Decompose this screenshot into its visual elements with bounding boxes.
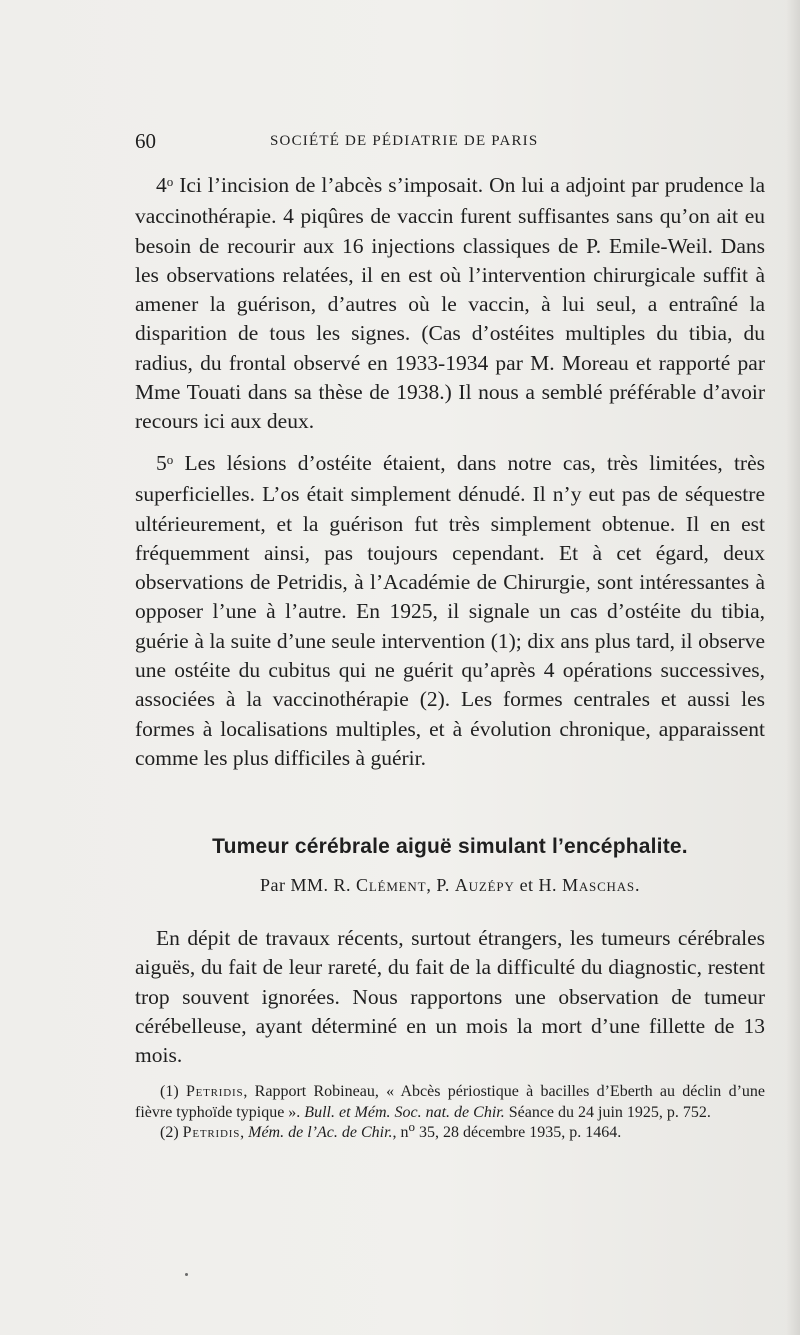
paragraph-point-5 [135,449,765,773]
print-speck [185,1273,188,1276]
page-edge-shadow [786,0,800,1335]
author-name: Maschas [562,875,635,895]
footnote-text: 35, 28 décembre 1935, p. 1464. [415,1124,622,1142]
footnote-journal: Mém. de l’Ac. de Chir. [248,1124,393,1142]
footnote-number: (1) [160,1083,186,1100]
footnote-author: Petridis [185,1083,244,1100]
paragraph-point-4 [135,171,765,437]
footnote-1 [135,1082,765,1123]
author-name: Clément [356,875,427,895]
authors-separator: et H. [514,875,563,895]
footnote-number: (2) [160,1124,183,1142]
paragraph-text: Ici l’incision de l’abcès s’imposait. On lui a adjoint par prudence la vaccinothérapie. 4 piqûres de vaccin furent suffisantes sans qu’on ait eu besoin de recourir aux 16 injections classiques de P. Emile-Weil. Dans les observations relatées, il en est où l’intervention chirurgicale suffit à amener la guérison, d’autres où le vaccin, à lui seul, a entraîné la disparition de tous les signes. (Cas d’ostéites multiples du tibia, du radius, du frontal observé en 1933-1934 par M. Moreau et rapporté par Mme Touati dans sa thèse de 1938.) Il nous a semblé préférable d’avoir recours ici aux deux. [135,173,765,434]
point-number: 4 [156,173,167,197]
ordinal-superscript: o [408,1119,416,1135]
authors-separator: , P. [426,875,455,895]
section-title: Tumeur cérébrale aiguë simulant l’encéphalite. [212,835,688,858]
point-number: 5 [156,451,167,475]
footnote-text: , Rapport Robineau, « Abcès périostique à bacilles d’Eberth au déclin d’une fièvre typhoïde typique ». [135,1083,766,1121]
section-intro-paragraph: En dépit de travaux récents, surtout étrangers, les tumeurs cérébrales aiguës, du fait de leur rareté, du fait de la difficulté du diagnostic, restent trop souvent ignorées. Nous rapportons une observation de tumeur cérébelleuse, ayant déterminé en un mois la mort d’une fillette de 13 mois. [135,926,765,1068]
running-title: SOCIÉTÉ DE PÉDIATRIE DE PARIS [270,133,539,149]
footnote-text: Séance du 24 juin 1925, p. 752. [504,1103,711,1121]
ordinal-superscript: o [166,452,174,467]
authors-prefix: Par MM. R. [260,875,357,895]
page-number: 60 [135,129,156,153]
footnote-author: Petridis [182,1124,241,1142]
ordinal-superscript: o [166,174,174,189]
footnote-text: , n [392,1124,409,1142]
footnotes [135,1082,765,1144]
authors-suffix: . [634,875,640,895]
section-authors [150,872,750,898]
footnote-text: , [240,1124,249,1142]
footnote-journal: Bull. et Mém. Soc. nat. de Chir. [304,1103,505,1121]
footnote-2 [135,1119,765,1144]
page-header [135,127,765,155]
author-name: Auzépy [454,875,515,895]
paragraph-text: Les lésions d’ostéite étaient, dans notre cas, très limitées, très superficielles. L’os était simplement dénudé. Il n’y eut pas de séquestre ultérieurement, et la guérison fut très simplement obtenue. Il en est fréquemment ainsi, pas toujours cependant. Et à cet égard, deux observations de Petridis, à l’Académie de Chirurgie, sont intéressantes à opposer l’une à l’autre. En 1925, il signale un cas d’ostéite du tibia, guérie à la suite d’une seule intervention (1); dix ans plus tard, il observe une ostéite du cubitus qui ne guérit qu’après 4 opérations successives, associées à la vaccinothérapie (2). Les formes centrales et aussi les formes à localisations multiples, et à évolution chronique, apparaissent comme les plus difficiles à guérir. [135,451,765,770]
